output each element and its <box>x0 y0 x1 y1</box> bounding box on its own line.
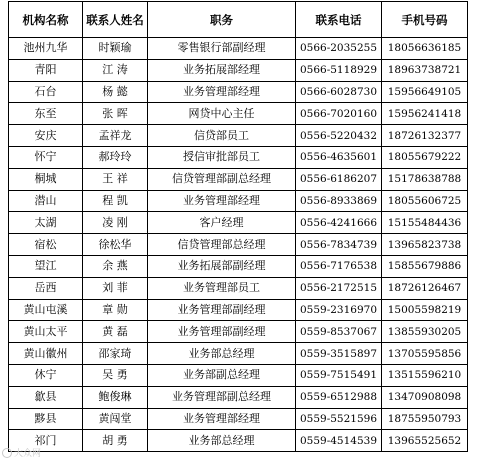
cell-mobile: 18726126467 <box>382 277 468 299</box>
cell-mobile: 13705595856 <box>382 343 468 365</box>
cell-mobile: 15178638788 <box>382 168 468 190</box>
table-row <box>9 59 468 81</box>
cell-mobile: 13965823738 <box>382 234 468 256</box>
watermark-text: 大众网 <box>14 449 42 459</box>
cell-position: 业务拓展部经理 <box>148 59 296 81</box>
cell-phone: 0559-5521596 <box>296 408 382 430</box>
cell-position: 零售银行部副经理 <box>148 38 296 60</box>
cell-phone: 0556-7176538 <box>296 255 382 277</box>
table-row <box>9 299 468 321</box>
cell-phone: 0556-4241666 <box>296 212 382 234</box>
cell-mobile: 13965525652 <box>382 430 468 452</box>
cell-contact-name: 邵家琦 <box>83 343 148 365</box>
table-row <box>9 255 468 277</box>
cell-contact-name: 江 涛 <box>83 59 148 81</box>
cell-institution: 黄山徽州 <box>9 343 83 365</box>
table-row <box>9 277 468 299</box>
cell-institution: 黟县 <box>9 408 83 430</box>
cell-institution: 望江 <box>9 255 83 277</box>
cell-position: 信贷管理部副总经理 <box>148 168 296 190</box>
header-institution: 机构名称 <box>9 2 83 38</box>
table-row <box>9 212 468 234</box>
table-body <box>9 38 468 452</box>
cell-mobile: 13855930205 <box>382 321 468 343</box>
cell-institution: 太湖 <box>9 212 83 234</box>
cell-mobile: 18963738721 <box>382 59 468 81</box>
cell-contact-name: 黄 磊 <box>83 321 148 343</box>
cell-contact-name: 胡 勇 <box>83 430 148 452</box>
header-position: 职务 <box>148 2 296 38</box>
contacts-table <box>8 1 468 452</box>
table-row <box>9 81 468 103</box>
cell-contact-name: 孟祥龙 <box>83 125 148 147</box>
table-row <box>9 190 468 212</box>
cell-position: 客户经理 <box>148 212 296 234</box>
cell-phone: 0566-5118929 <box>296 59 382 81</box>
table-row <box>9 408 468 430</box>
table-row <box>9 146 468 168</box>
cell-institution: 歙县 <box>9 386 83 408</box>
cell-contact-name: 徐松华 <box>83 234 148 256</box>
header-contact-name: 联系人姓名 <box>83 2 148 38</box>
cell-phone: 0559-8537067 <box>296 321 382 343</box>
table-row <box>9 386 468 408</box>
table-row <box>9 38 468 60</box>
weibo-icon <box>2 448 12 458</box>
cell-position: 授信审批部员工 <box>148 146 296 168</box>
cell-institution: 黄山屯溪 <box>9 299 83 321</box>
cell-phone: 0559-7515491 <box>296 364 382 386</box>
header-phone: 联系电话 <box>296 2 382 38</box>
cell-mobile: 18055679222 <box>382 146 468 168</box>
cell-contact-name: 程 凯 <box>83 190 148 212</box>
cell-institution: 池州九华 <box>9 38 83 60</box>
cell-position: 业务管理部员工 <box>148 277 296 299</box>
table-row <box>9 430 468 452</box>
cell-position: 业务管理部经理 <box>148 81 296 103</box>
cell-contact-name: 吴 勇 <box>83 364 148 386</box>
table-row <box>9 364 468 386</box>
cell-contact-name: 杨 懿 <box>83 81 148 103</box>
cell-mobile: 15005598219 <box>382 299 468 321</box>
cell-contact-name: 凌 刚 <box>83 212 148 234</box>
cell-position: 网贷中心主任 <box>148 103 296 125</box>
cell-position: 业务部总经理 <box>148 343 296 365</box>
cell-mobile: 15956649105 <box>382 81 468 103</box>
watermark <box>2 446 41 459</box>
cell-position: 信贷管理部总经理 <box>148 234 296 256</box>
cell-phone: 0566-7020160 <box>296 103 382 125</box>
cell-phone: 0556-5220432 <box>296 125 382 147</box>
table-row <box>9 103 468 125</box>
cell-phone: 0556-4635601 <box>296 146 382 168</box>
table-row <box>9 234 468 256</box>
cell-contact-name: 刘 菲 <box>83 277 148 299</box>
cell-institution: 怀宁 <box>9 146 83 168</box>
cell-mobile: 15855679886 <box>382 255 468 277</box>
cell-institution: 休宁 <box>9 364 83 386</box>
cell-mobile: 15155484436 <box>382 212 468 234</box>
cell-position: 业务管理部副总经理 <box>148 386 296 408</box>
cell-contact-name: 余 燕 <box>83 255 148 277</box>
cell-position: 业务部总经理 <box>148 430 296 452</box>
cell-institution: 安庆 <box>9 125 83 147</box>
cell-phone: 0556-6186207 <box>296 168 382 190</box>
cell-institution: 青阳 <box>9 59 83 81</box>
cell-position: 信贷部员工 <box>148 125 296 147</box>
cell-institution: 东至 <box>9 103 83 125</box>
table-row <box>9 125 468 147</box>
cell-phone: 0559-6512988 <box>296 386 382 408</box>
cell-institution: 桐城 <box>9 168 83 190</box>
cell-contact-name: 章 勋 <box>83 299 148 321</box>
cell-contact-name: 时颖瑜 <box>83 38 148 60</box>
cell-mobile: 13515596210 <box>382 364 468 386</box>
cell-position: 业务管理部经理 <box>148 408 296 430</box>
cell-institution: 石台 <box>9 81 83 103</box>
table-row <box>9 168 468 190</box>
cell-position: 业务管理部副经理 <box>148 321 296 343</box>
cell-contact-name: 王 祥 <box>83 168 148 190</box>
cell-phone: 0559-4514539 <box>296 430 382 452</box>
table-header-row <box>9 2 468 38</box>
table-row <box>9 321 468 343</box>
cell-contact-name: 黄闯堂 <box>83 408 148 430</box>
cell-phone: 0559-2316970 <box>296 299 382 321</box>
cell-phone: 0556-8933869 <box>296 190 382 212</box>
cell-institution: 潜山 <box>9 190 83 212</box>
cell-phone: 0566-2035255 <box>296 38 382 60</box>
cell-mobile: 13470908098 <box>382 386 468 408</box>
cell-position: 业务管理部经理 <box>148 190 296 212</box>
cell-mobile: 18755950793 <box>382 408 468 430</box>
cell-mobile: 18056636185 <box>382 38 468 60</box>
header-mobile: 手机号码 <box>382 2 468 38</box>
cell-phone: 0566-6028730 <box>296 81 382 103</box>
cell-contact-name: 张 晖 <box>83 103 148 125</box>
cell-contact-name: 郝玲玲 <box>83 146 148 168</box>
cell-institution: 宿松 <box>9 234 83 256</box>
cell-mobile: 15956241418 <box>382 103 468 125</box>
cell-institution: 岳西 <box>9 277 83 299</box>
cell-phone: 0559-3515897 <box>296 343 382 365</box>
cell-phone: 0556-2172515 <box>296 277 382 299</box>
table-row <box>9 343 468 365</box>
cell-phone: 0556-7834739 <box>296 234 382 256</box>
cell-position: 业务拓展部副经理 <box>148 255 296 277</box>
cell-position: 业务部副总经理 <box>148 364 296 386</box>
cell-contact-name: 鲍俊琳 <box>83 386 148 408</box>
cell-institution: 黄山太平 <box>9 321 83 343</box>
cell-institution: 祁门 <box>9 430 83 452</box>
cell-mobile: 18726132377 <box>382 125 468 147</box>
cell-position: 业务管理部副经理 <box>148 299 296 321</box>
cell-mobile: 18055606725 <box>382 190 468 212</box>
